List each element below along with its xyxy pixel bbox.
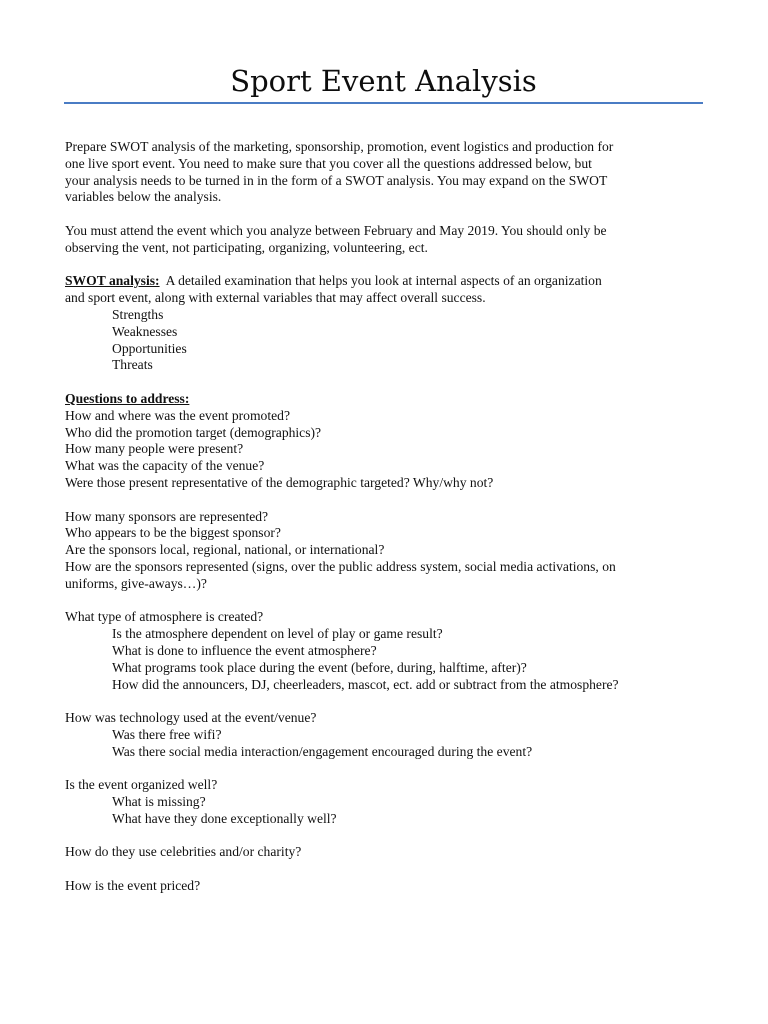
swot-item-threats: Threats (112, 357, 153, 373)
page-title: Sport Event Analysis (230, 64, 537, 98)
document-body (65, 139, 705, 895)
organization-questions (65, 777, 705, 827)
sub-question-item: What have they done exceptionally well? (112, 810, 337, 826)
question-item: uniforms, give-aways…)? (65, 575, 207, 591)
question-item: How many sponsors are represented? (65, 508, 269, 524)
attend-paragraph (65, 223, 705, 257)
intro-line: one live sport event. You need to make sure that you cover all the questions addressed below, but (65, 155, 592, 171)
swot-label: SWOT analysis: (65, 273, 160, 289)
question-item: Is the event organized well? (65, 777, 218, 793)
swot-paragraph (65, 273, 705, 374)
question-item: What was the capacity of the venue? (65, 458, 265, 474)
intro-line: Prepare SWOT analysis of the marketing, sponsorship, promotion, event logistics and production for (65, 139, 614, 154)
question-item: Who appears to be the biggest sponsor? (65, 525, 281, 541)
question-item: Are the sponsors local, regional, national, or international? (65, 542, 385, 558)
question-item: How is the event priced? (65, 878, 201, 894)
intro-line: your analysis needs to be turned in in the form of a SWOT analysis. You may expand on the SWOT (65, 172, 608, 188)
question-item: Were those present representative of the demographic targeted? Why/why not? (65, 474, 494, 490)
question-item: How was technology used at the event/venue? (65, 710, 317, 726)
sub-question-item: Was there free wifi? (112, 726, 222, 742)
question-item: What type of atmosphere is created? (65, 609, 264, 625)
question-item: How are the sponsors represented (signs, over the public address system, social media activations, on (65, 558, 616, 574)
question-item: How and where was the event promoted? (65, 407, 290, 423)
sub-question-item: What is missing? (112, 794, 206, 810)
swot-item-weaknesses: Weaknesses (112, 323, 178, 339)
swot-item-opportunities: Opportunities (112, 340, 187, 356)
attend-line: You must attend the event which you analyze between February and May 2019. You should only be (65, 222, 607, 238)
pricing-question (65, 878, 705, 895)
swot-definition-line: and sport event, along with external variables that may affect overall success. (65, 290, 486, 306)
intro-line: variables below the analysis. (65, 189, 222, 205)
intro-paragraph (65, 139, 705, 206)
swot-item-strengths: Strengths (112, 306, 164, 322)
sub-question-item: What programs took place during the event (before, during, halftime, after)? (112, 659, 527, 675)
questions-section (65, 391, 705, 492)
sub-question-item: How did the announcers, DJ, cheerleaders, mascot, ect. add or subtract from the atmosphere? (112, 676, 619, 692)
questions-heading: Questions to address: (65, 390, 190, 406)
question-item: Who did the promotion target (demographics)? (65, 424, 322, 440)
attend-line: observing the vent, not participating, organizing, volunteering, ect. (65, 239, 428, 255)
question-item: How do they use celebrities and/or charity? (65, 844, 302, 860)
swot-definition: A detailed examination that helps you look at internal aspects of an organization (159, 273, 602, 289)
technology-questions (65, 710, 705, 760)
atmosphere-questions (65, 609, 705, 693)
sub-question-item: Was there social media interaction/engagement encouraged during the event? (112, 743, 533, 759)
sub-question-item: What is done to influence the event atmosphere? (112, 642, 377, 658)
celebrity-question (65, 844, 705, 861)
title-underline (64, 102, 703, 104)
sub-question-item: Is the atmosphere dependent on level of play or game result? (112, 626, 443, 642)
sponsor-questions (65, 509, 705, 593)
question-item: How many people were present? (65, 441, 244, 457)
